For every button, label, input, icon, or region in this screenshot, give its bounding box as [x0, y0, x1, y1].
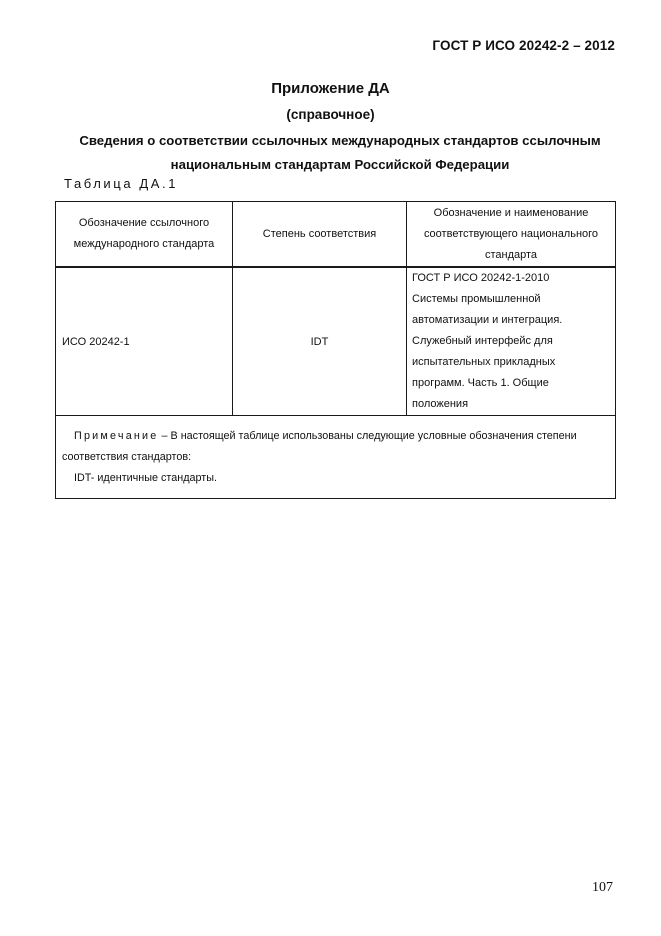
note-line-3: IDT- идентичные стандарты. — [74, 472, 217, 484]
national-standard-line: автоматизации и интеграция. — [412, 314, 563, 326]
section-heading-line-1: Сведения о соответствии ссылочных международных стандартов ссылочным — [79, 133, 601, 148]
note-line-2: соответствия стандартов: — [62, 451, 192, 463]
note-label: Примечание — [74, 430, 159, 442]
national-standard-line: Системы промышленной — [412, 293, 541, 305]
appendix-title: Приложение ДА — [271, 80, 390, 97]
cell-degree: IDT — [233, 267, 407, 416]
header-international-standard — [56, 202, 233, 268]
correspondence-table — [55, 201, 616, 499]
national-standard-line: положения — [412, 398, 469, 410]
header-national-standard — [407, 202, 616, 268]
table-header-row — [56, 202, 616, 268]
header-col2-label: Степень соответствия — [262, 227, 377, 240]
header-col3-line-1: Обозначение и наименование — [433, 206, 589, 219]
appendix-subtitle: (справочное) — [286, 107, 375, 122]
table-note-row — [56, 416, 616, 499]
standard-code-header: ГОСТ Р ИСО 20242-2 – 2012 — [432, 38, 615, 53]
header-degree-of-conformity — [233, 202, 407, 268]
national-standard-line: ГОСТ Р ИСО 20242-1-2010 — [412, 272, 550, 284]
table-note — [56, 416, 616, 499]
note-line-1: – В настоящей таблице использованы следующие условные обозначения степени — [158, 430, 577, 442]
header-col3-line-3: стандарта — [484, 248, 538, 261]
table-row — [56, 267, 616, 416]
header-col1-line-2: международного стандарта — [73, 238, 215, 250]
national-standard-line: программ. Часть 1. Общие — [412, 377, 549, 389]
table-caption: Таблица ДА.1 — [64, 176, 179, 191]
national-standard-line: испытательных прикладных — [412, 356, 556, 368]
header-col1-line-1: Обозначение ссылочного — [78, 217, 210, 229]
cell-international-standard: ИСО 20242-1 — [56, 267, 233, 416]
page-number: 107 — [592, 880, 613, 895]
national-standard-line: Служебный интерфейс для — [412, 335, 553, 347]
cell-national-standard — [407, 267, 616, 416]
header-col3-line-2: соответствующего национального — [423, 227, 599, 240]
section-heading-line-2: национальным стандартам Российской Федерации — [170, 157, 510, 172]
section-heading — [50, 129, 630, 177]
